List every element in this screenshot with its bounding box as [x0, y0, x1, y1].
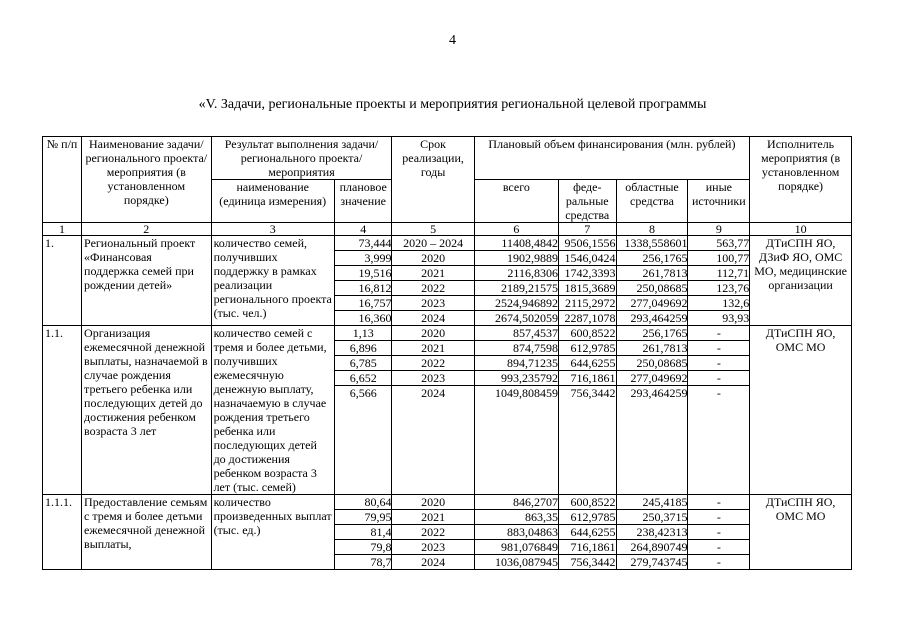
year-cell: 2021	[392, 341, 473, 356]
table-row	[43, 236, 852, 326]
col-number: 5	[392, 223, 474, 236]
federal-cell: 612,9785	[559, 510, 616, 525]
total-cell: 2674,502059	[494, 311, 558, 325]
col-number: 4	[334, 223, 392, 236]
federal-cell: 716,1861	[559, 540, 616, 555]
other-cell: 100,77	[688, 251, 749, 266]
regional-cell: 256,1765	[617, 326, 688, 341]
header-executor: Исполнитель мероприятия (в установленном порядке)	[750, 137, 852, 223]
row-executor: ДТиСПН ЯО, ОМС МО	[750, 495, 852, 570]
other-cell: -	[688, 341, 749, 356]
row-other	[688, 326, 750, 495]
total-cell: 2189,21575	[475, 281, 558, 296]
value-cell: 6,566	[349, 386, 377, 400]
other-cell: -	[716, 386, 721, 400]
total-cell: 1049,808459	[494, 386, 558, 400]
row-total	[474, 495, 558, 570]
other-cell: -	[688, 495, 749, 510]
other-cell: 93,93	[722, 311, 750, 325]
year-cell: 2021	[392, 510, 473, 525]
year-cell: 2024	[421, 386, 446, 400]
federal-cell: 600,8522	[559, 326, 616, 341]
value-cell: 78,7	[370, 555, 392, 569]
row-result: количество семей, получивших поддержку в рамках реализации регионального проекта (тыс. чел.)	[211, 236, 334, 326]
total-cell: 883,04863	[475, 525, 558, 540]
other-cell: -	[688, 525, 749, 540]
value-cell: 73,444	[335, 236, 392, 251]
row-values	[334, 236, 392, 326]
year-cell: 2021	[392, 266, 473, 281]
total-cell: 981,076849	[475, 540, 558, 555]
column-number-row	[43, 223, 852, 236]
regional-cell: 250,08685	[617, 281, 688, 296]
row-name: Организация ежемесячной денежной выплаты, назначаемой в случае рождения третьего ребенка или последующих детей до достижения ребенком возраста 3 лет	[82, 326, 212, 495]
year-cell: 2024	[421, 555, 446, 569]
other-cell: -	[688, 540, 749, 555]
row-total	[474, 326, 558, 495]
other-cell: -	[716, 555, 721, 569]
value-cell: 1,13	[335, 326, 392, 341]
total-cell: 894,71235	[475, 356, 558, 371]
year-cell: 2023	[392, 371, 473, 386]
row-years	[392, 326, 474, 495]
header-total: всего	[474, 180, 558, 223]
value-cell: 81,4	[335, 525, 392, 540]
value-cell: 3,999	[335, 251, 392, 266]
federal-cell: 2115,2972	[559, 296, 616, 311]
total-cell: 857,4537	[475, 326, 558, 341]
year-cell: 2023	[392, 296, 473, 311]
value-cell: 6,785	[335, 356, 392, 371]
value-cell: 16,812	[335, 281, 392, 296]
year-cell: 2023	[392, 540, 473, 555]
regional-cell: 250,3715	[617, 510, 688, 525]
regional-cell: 261,7813	[617, 341, 688, 356]
year-cell: 2022	[392, 356, 473, 371]
federal-cell: 756,3442	[570, 386, 616, 400]
regional-cell: 293,464259	[630, 386, 688, 400]
regional-cell: 238,42313	[617, 525, 688, 540]
row-name: Региональный проект «Финансовая поддержка семей при рождении детей»	[82, 236, 212, 326]
total-cell: 1036,087945	[494, 555, 558, 569]
total-cell: 11408,4842	[475, 236, 558, 251]
row-other	[688, 236, 750, 326]
header-federal: феде-ральные средства	[558, 180, 616, 223]
total-cell: 1902,9889	[475, 251, 558, 266]
row-number: 1.1.	[43, 326, 82, 495]
header-result: Результат выполнения задачи/ регионального проекта/ мероприятия	[211, 137, 392, 180]
row-regional	[616, 326, 688, 495]
total-cell: 2116,8306	[475, 266, 558, 281]
col-number: 6	[474, 223, 558, 236]
row-federal	[558, 495, 616, 570]
total-cell: 863,35	[475, 510, 558, 525]
federal-cell: 1815,3689	[559, 281, 616, 296]
year-cell: 2020 – 2024	[392, 236, 473, 251]
row-result: количество семей с тремя и более детьми, получивших ежемесячную денежную выплату, назначаемую в случае рождения третьего ребенка или последующих детей до достижения ребенком возраста 3 лет (тыс. семей)	[211, 326, 334, 495]
row-total	[474, 236, 558, 326]
federal-cell: 9506,1556	[559, 236, 616, 251]
regional-cell: 261,7813	[617, 266, 688, 281]
regional-cell: 256,1765	[617, 251, 688, 266]
row-executor: ДТиСПН ЯО, ДЗиФ ЯО, ОМС МО, медицинские организации	[750, 236, 852, 326]
header-result-value: плановое значение	[334, 180, 392, 223]
page-number: 4	[449, 33, 456, 48]
col-number: 7	[558, 223, 616, 236]
value-cell: 80,64	[335, 495, 392, 510]
row-values	[334, 495, 392, 570]
federal-cell: 716,1861	[559, 371, 616, 386]
row-number: 1.	[43, 236, 82, 326]
program-table	[42, 136, 852, 570]
row-federal	[558, 326, 616, 495]
federal-cell: 1546,0424	[559, 251, 616, 266]
table-row	[43, 326, 852, 495]
row-number: 1.1.1.	[43, 495, 82, 570]
federal-cell: 756,3442	[570, 555, 616, 569]
row-years	[392, 495, 474, 570]
year-cell: 2020	[392, 495, 473, 510]
year-cell: 2024	[421, 311, 446, 325]
table-row	[43, 495, 852, 570]
col-number: 10	[750, 223, 852, 236]
other-cell: -	[688, 356, 749, 371]
header-period: Срок реализации, годы	[392, 137, 474, 223]
year-cell: 2022	[392, 281, 473, 296]
value-cell: 6,896	[335, 341, 392, 356]
row-regional	[616, 495, 688, 570]
year-cell: 2020	[392, 251, 473, 266]
other-cell: 112,71	[688, 266, 749, 281]
row-years	[392, 236, 474, 326]
total-cell: 846,2707	[475, 495, 558, 510]
row-values	[334, 326, 392, 495]
other-cell: -	[688, 326, 749, 341]
col-number: 2	[82, 223, 212, 236]
row-other	[688, 495, 750, 570]
section-heading: «V. Задачи, региональные проекты и мероприятия региональной целевой программы	[198, 97, 707, 112]
header-financing: Плановый объем финансирования (млн. рублей)	[474, 137, 750, 180]
total-cell: 874,7598	[475, 341, 558, 356]
year-cell: 2022	[392, 525, 473, 540]
row-result: количество произведенных выплат (тыс. ед.)	[211, 495, 334, 570]
row-executor: ДТиСПН ЯО, ОМС МО	[750, 326, 852, 495]
other-cell: -	[688, 371, 749, 386]
value-cell: 16,757	[335, 296, 392, 311]
federal-cell: 1742,3393	[559, 266, 616, 281]
row-regional	[616, 236, 688, 326]
value-cell: 79,95	[335, 510, 392, 525]
value-cell: 16,360	[358, 311, 392, 325]
header-regional: областные средства	[616, 180, 688, 223]
header-name: Наименование задачи/ регионального проекта/ мероприятия (в установленном порядке)	[82, 137, 212, 223]
federal-cell: 600,8522	[559, 495, 616, 510]
total-cell: 993,235792	[475, 371, 558, 386]
header-row-1	[43, 137, 852, 180]
row-federal	[558, 236, 616, 326]
other-cell: 123,76	[688, 281, 749, 296]
federal-cell: 644,6255	[559, 356, 616, 371]
federal-cell: 612,9785	[559, 341, 616, 356]
regional-cell: 279,743745	[630, 555, 688, 569]
regional-cell: 293,464259	[630, 311, 688, 325]
regional-cell: 264,890749	[617, 540, 688, 555]
col-number: 1	[43, 223, 82, 236]
col-number: 3	[211, 223, 334, 236]
year-cell: 2020	[392, 326, 473, 341]
other-cell: -	[688, 510, 749, 525]
federal-cell: 644,6255	[559, 525, 616, 540]
value-cell: 6,652	[335, 371, 392, 386]
other-cell: 132,6	[688, 296, 749, 311]
header-other: иные источники	[688, 180, 750, 223]
regional-cell: 1338,558601	[617, 236, 688, 251]
federal-cell: 2287,1078	[564, 311, 616, 325]
value-cell: 79,8	[335, 540, 392, 555]
regional-cell: 277,049692	[617, 296, 688, 311]
row-name: Предоставление семьям с тремя и более детьми ежемесячной денежной выплаты,	[82, 495, 212, 570]
other-cell: 563,77	[688, 236, 749, 251]
regional-cell: 245,4185	[617, 495, 688, 510]
regional-cell: 277,049692	[617, 371, 688, 386]
col-number: 9	[688, 223, 750, 236]
total-cell: 2524,946892	[475, 296, 558, 311]
header-result-name: наименование (единица измерения)	[211, 180, 334, 223]
value-cell: 19,516	[335, 266, 392, 281]
header-num: № п/п	[43, 137, 82, 223]
regional-cell: 250,08685	[617, 356, 688, 371]
col-number: 8	[616, 223, 688, 236]
